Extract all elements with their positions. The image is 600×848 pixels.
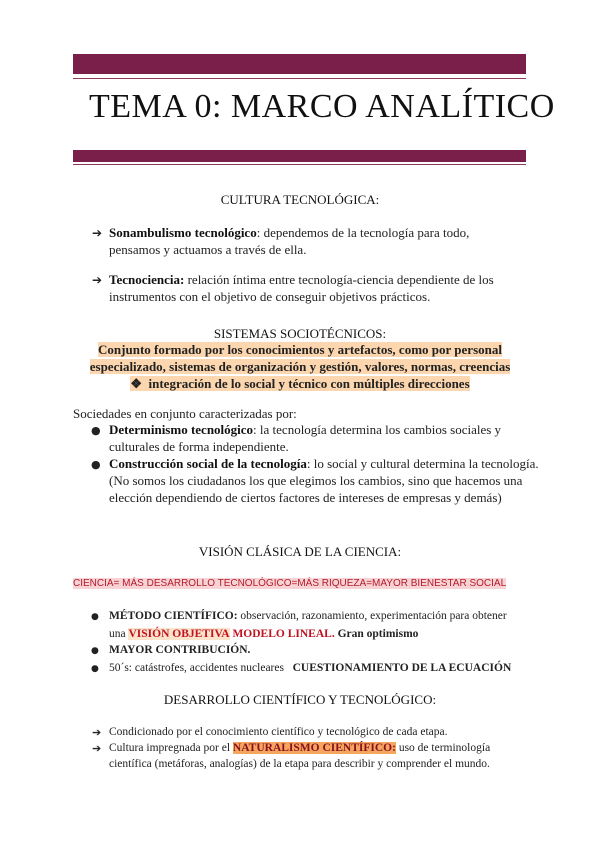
line: pensamos y actuamos a través de ella. xyxy=(109,242,307,257)
arrow-icon: ➔ xyxy=(92,726,102,739)
vision-heading: VISIÓN CLÁSICA DE LA CIENCIA: xyxy=(198,544,402,559)
vision-formula xyxy=(73,578,506,589)
sistemas-heading: SISTEMAS SOCIOTÉCNICOS: xyxy=(213,326,387,341)
mayor-item xyxy=(109,642,250,658)
def-line: integración de lo social y técnico con múltiples direcciones xyxy=(148,376,470,391)
bottom-band xyxy=(73,150,526,162)
line: (No somos los ciudadanos los que elegimos los cambios, sino que hacemos una xyxy=(109,473,523,488)
sociedades-item-1 xyxy=(109,421,501,455)
sociedades-item-2 xyxy=(109,455,539,506)
top-band xyxy=(73,54,526,74)
una: una xyxy=(109,628,126,640)
naturalismo: NATURALISMO CIENTÍFICO: xyxy=(232,742,396,754)
line: instrumentos con el objetivo de conseguir objetivos prácticos. xyxy=(109,289,431,304)
line: uso de terminología xyxy=(395,742,491,754)
bullet-icon: ● xyxy=(91,424,101,437)
desarrollo-item-1: Condicionado por el conocimiento científico y tecnológico de cada etapa. xyxy=(109,726,448,738)
term: Sonambulismo tecnológico xyxy=(109,225,257,240)
bullet-icon: ● xyxy=(91,458,101,471)
cuestionamiento: CUESTIONAMIENTO DE LA ECUACIÓN xyxy=(292,662,512,674)
sistemas-definition xyxy=(70,341,530,392)
page-title: TEMA 0: MARCO ANALÍTICO xyxy=(89,88,555,125)
cultura-item-1 xyxy=(109,224,527,258)
desarrollo-heading: DESARROLLO CIENTÍFICO Y TECNOLÓGICO: xyxy=(163,692,437,707)
gran-optimismo: Gran optimismo xyxy=(337,628,419,640)
desarrollo-item-2 xyxy=(109,740,490,772)
term: Determinismo tecnológico xyxy=(109,422,254,437)
sociedades-intro: Sociedades en conjunto caracterizadas por: xyxy=(73,406,297,421)
line: culturales de forma independiente. xyxy=(109,439,289,454)
line: observación, razonamiento, experimentación para obtener xyxy=(237,610,507,622)
line: 50´s: catástrofes, accidentes nucleares xyxy=(109,662,284,674)
term: Tecnociencia: xyxy=(109,272,185,287)
top-band-line xyxy=(73,78,526,79)
cultura-item-2 xyxy=(109,271,527,305)
bottom-band-line xyxy=(73,164,526,165)
term: Construcción social de la tecnología xyxy=(109,456,307,471)
term: MÉTODO CIENTÍFICO: xyxy=(109,610,238,622)
diamond-bullet-icon: ❖ xyxy=(130,376,143,391)
def-line: Conjunto formado por los conocimientos y artefactos, como por personal xyxy=(98,342,502,357)
arrow-icon: ➔ xyxy=(92,273,103,287)
line: MAYOR CONTRIBUCIÓN. xyxy=(109,644,251,656)
line: : la tecnología determina los cambios sociales y xyxy=(253,422,502,437)
line: elección dependiendo de ciertos factores de intereses de empresas y demás) xyxy=(109,490,502,505)
metodo-item xyxy=(109,608,507,642)
line: : lo social y cultural determina la tecnología. xyxy=(306,456,539,471)
line: científica (metáforas, analogías) de la etapa para describir y comprender el mundo. xyxy=(109,758,490,770)
arrow-icon: ➔ xyxy=(92,226,103,240)
formula-text: CIENCIA= MÁS DESARROLLO TECNOLÓGICO=MÁS RIQUEZA=MAYOR BIENESTAR SOCIAL xyxy=(73,578,507,589)
def-line: especializado, sistemas de organización y gestión, valores, normas, creencias xyxy=(89,359,511,374)
arrow-icon: ➔ xyxy=(92,742,102,755)
modelo-lineal: MODELO LINEAL. xyxy=(232,628,335,640)
vision-objetiva: VISIÓN OBJETIVA xyxy=(128,628,230,640)
line: Cultura impregnada por el xyxy=(109,742,231,754)
cultura-heading: CULTURA TECNOLÓGICA: xyxy=(220,192,380,207)
bullet-icon: ● xyxy=(91,612,99,622)
line: : dependemos de la tecnología para todo, xyxy=(256,225,470,240)
bullet-icon: ● xyxy=(91,664,99,674)
bullet-icon: ● xyxy=(91,646,99,656)
cincuenta-item xyxy=(109,660,511,676)
line: relación íntima entre tecnología-ciencia dependiente de los xyxy=(184,272,494,287)
